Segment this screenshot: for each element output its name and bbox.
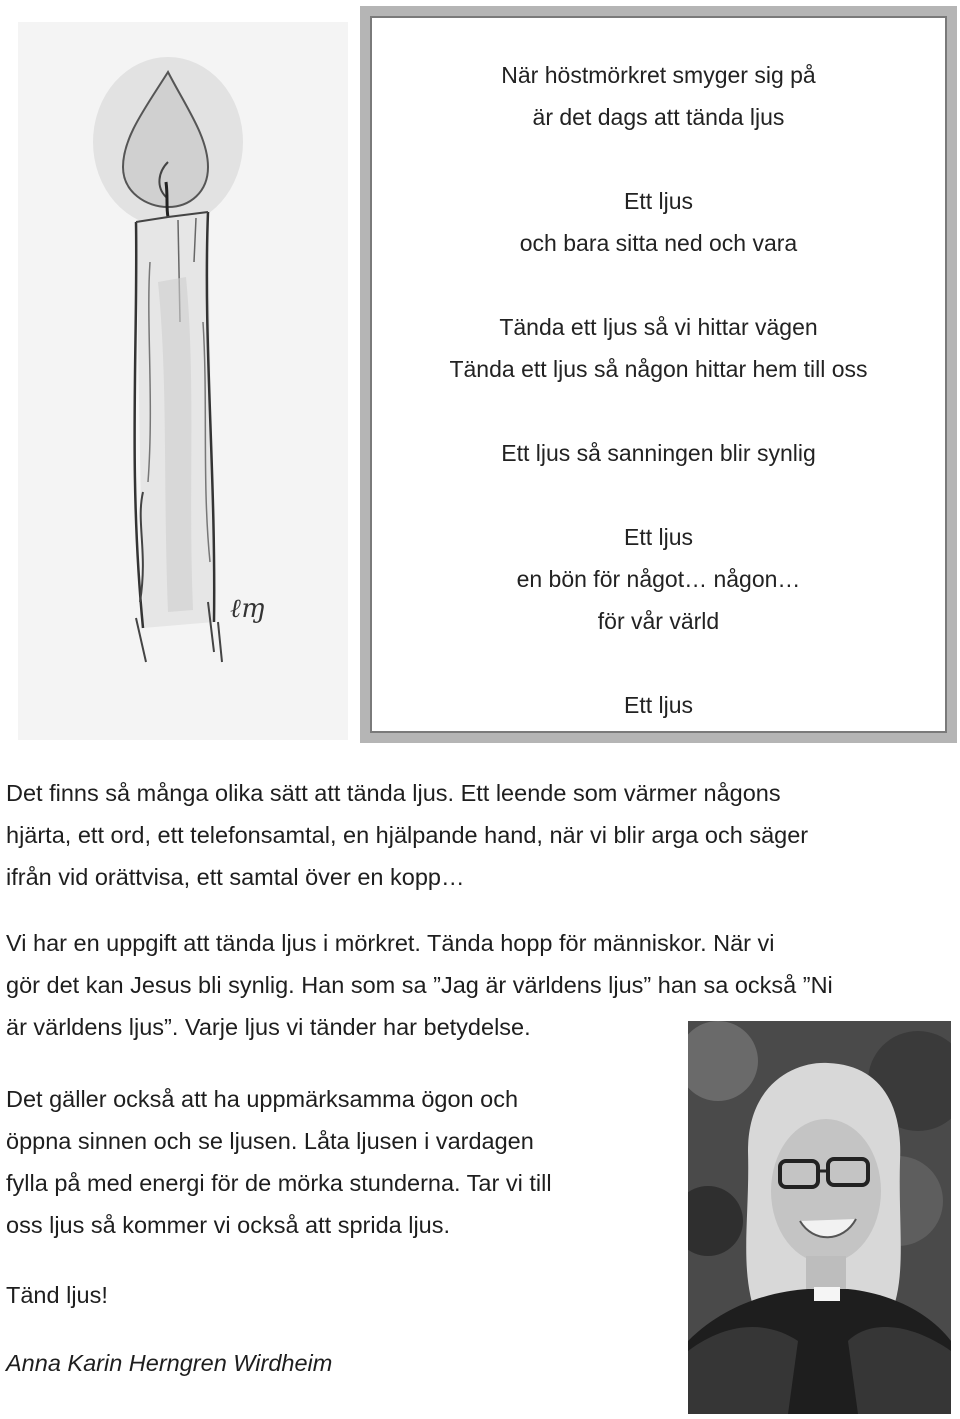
poem-stanza <box>370 684 947 726</box>
poem-line: är det dags att tända ljus <box>532 104 785 130</box>
poem-stanza <box>370 54 947 138</box>
poem-line: Tända ett ljus så vi hittar vägen <box>499 314 818 340</box>
candle-illustration <box>18 22 348 740</box>
text-line: fylla på med energi för de mörka stunderna. Tar vi till <box>6 1170 552 1196</box>
portrait-image <box>688 1021 951 1414</box>
text-line: hjärta, ett ord, ett telefonsamtal, en hjälpande hand, när vi blir arga och säger <box>6 822 809 848</box>
poem-line: När höstmörkret smyger sig på <box>501 62 816 88</box>
poem-line: en bön för något… någon… <box>516 566 801 592</box>
poem-frame <box>360 6 957 743</box>
paragraph-attentive-eyes <box>6 1078 666 1246</box>
poem-stanza <box>370 306 947 390</box>
poem-line: Ett ljus så sanningen blir synlig <box>501 440 816 466</box>
poem-line: Ett ljus <box>623 524 694 550</box>
text-line: ifrån vid orättvisa, ett samtal över en kopp… <box>6 864 465 890</box>
artist-initials: ℓɱ <box>230 594 266 624</box>
text-line: oss ljus så kommer vi också att sprida ljus. <box>6 1212 451 1238</box>
poem <box>370 54 947 768</box>
poem-stanza <box>370 432 947 474</box>
poem-stanza <box>370 180 947 264</box>
poem-stanza <box>370 516 947 642</box>
poem-line: Tända ett ljus så någon hittar hem till oss <box>449 356 868 382</box>
text-line: Tänd ljus! <box>6 1282 108 1308</box>
text-line: Det gäller också att ha uppmärksamma ögon och <box>6 1086 519 1112</box>
text-line: öppna sinnen och se ljusen. Låta ljusen i vardagen <box>6 1128 534 1154</box>
poem-line: för vår värld <box>597 608 720 634</box>
poem-line: Ett ljus <box>623 188 694 214</box>
text-line: är världens ljus”. Varje ljus vi tänder har betydelse. <box>6 1014 531 1040</box>
poem-line: och bara sitta ned och vara <box>519 230 798 256</box>
paragraph-ways-to-light <box>6 772 946 898</box>
author-photo <box>688 1021 951 1414</box>
candle-drawing <box>18 22 348 740</box>
text-line: Vi har en uppgift att tända ljus i mörkret. Tända hopp för människor. När vi <box>6 930 775 956</box>
text-line: Det finns så många olika sätt att tända ljus. Ett leende som värmer någons <box>6 780 781 806</box>
author-name: Anna Karin Herngren Wirdheim <box>6 1350 333 1376</box>
text-line: gör det kan Jesus bli synlig. Han som sa ”Jag är världens ljus” han sa också ”Ni <box>6 972 833 998</box>
poem-line: Ett ljus <box>623 692 694 718</box>
